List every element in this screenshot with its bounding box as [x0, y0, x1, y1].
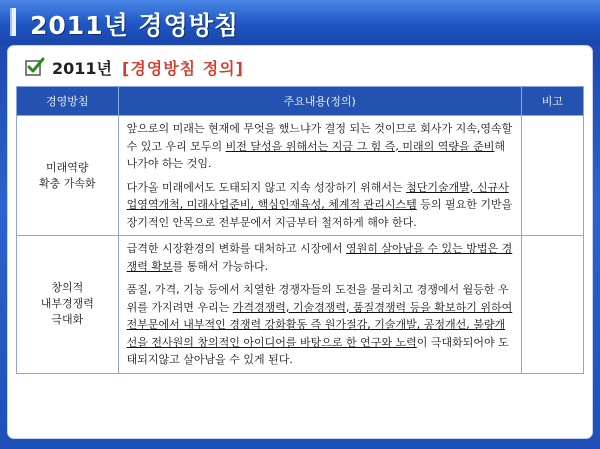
policy-content-cell: [118, 116, 521, 236]
paragraph-text: 회사가 지속,영속할 수 있고 우리 모두의: [126, 122, 513, 153]
underlined-text: 첨단기술개발, 신규사업영역개척, 미래사업준비, 핵심인재육성, 체계적 관리시스템: [126, 180, 509, 211]
table-row: [17, 116, 584, 236]
column-header-note: 비고: [521, 87, 583, 116]
paragraph-text: 이 극대화되어야 도태되지않고 살아남을 수 있게 된다.: [126, 335, 509, 366]
policy-category-line: 확충 가속화: [38, 176, 96, 190]
title-bar: [0, 0, 600, 44]
content-paragraph: [127, 120, 513, 173]
policy-table: [16, 86, 584, 374]
policy-category-cell: [17, 116, 119, 236]
checkbox-icon: [24, 56, 46, 78]
policy-category-cell: [17, 236, 119, 374]
paragraph-text: 앞으로의 미래는 현재에 무엇을 했느냐가 결정 되는 것이므로: [126, 122, 421, 135]
policy-category-line: 창의적: [51, 281, 84, 295]
policy-content-cell: [118, 236, 521, 374]
policy-category-line: 내부경쟁력: [40, 297, 94, 311]
title-accent-bar: [10, 8, 16, 36]
subheader-year: 2011년: [52, 58, 112, 78]
underlined-text: 비전 달성을 위해서는 지금 그 힘 즉, 미래의 역량을 준비: [225, 139, 495, 153]
note-cell: [521, 116, 583, 236]
subheader: [24, 54, 244, 80]
underlined-text: 가격경쟁력, 기술경쟁력, 품질경쟁력 등을 확보하기 위하여 전부문에서 내부적인 경쟁력 강화활동 즉 원가절감, 기술개발, 공정개선, 불량개선을 전사원의 창의적인 아이디어를 바탕으로 한 연구와 노력: [126, 300, 513, 349]
underlined-text: 영원히 살아남을 수 있는 방법은 경쟁력 확보: [126, 242, 513, 273]
table-row: [17, 236, 584, 374]
note-cell: [521, 236, 583, 374]
paragraph-text: 등의 필요한 기반을 장기적인 안목으로 전부문에서 지금부터 철저하게 해야 한다.: [126, 198, 513, 229]
policy-category-line: 극대화: [51, 313, 84, 327]
content-panel: [8, 46, 592, 438]
paragraph-text: 품질, 가격, 기능 등에서 치열한 경쟁자들의 도전을 물리치고 경쟁에서 월등한 우위를 가지려면 우리는: [126, 283, 509, 314]
content-paragraph: [127, 240, 513, 275]
content-paragraph: [127, 179, 513, 232]
column-header-policy: 경영방침: [17, 87, 119, 116]
table-body: [17, 116, 584, 374]
paragraph-text: 급격한 시장환경의 변화를 대처하고 시장에서: [126, 242, 346, 255]
paragraph-text: 다가올 미래에서도 도태되지 않고 지속 성장하기 위해서는: [126, 180, 407, 194]
column-header-content: 주요내용(정의): [118, 87, 521, 116]
paragraph-text: 를 통해서 가능하다.: [172, 259, 269, 273]
paragraph-text: 해나가야 하는 것임.: [126, 139, 505, 170]
subheader-definition: [경영방침 정의]: [122, 58, 244, 78]
policy-category-line: 미래역량: [46, 160, 89, 174]
page-title: 2011년 경영방침: [30, 11, 240, 40]
content-paragraph: [127, 281, 513, 369]
table-header-row: [17, 87, 584, 116]
